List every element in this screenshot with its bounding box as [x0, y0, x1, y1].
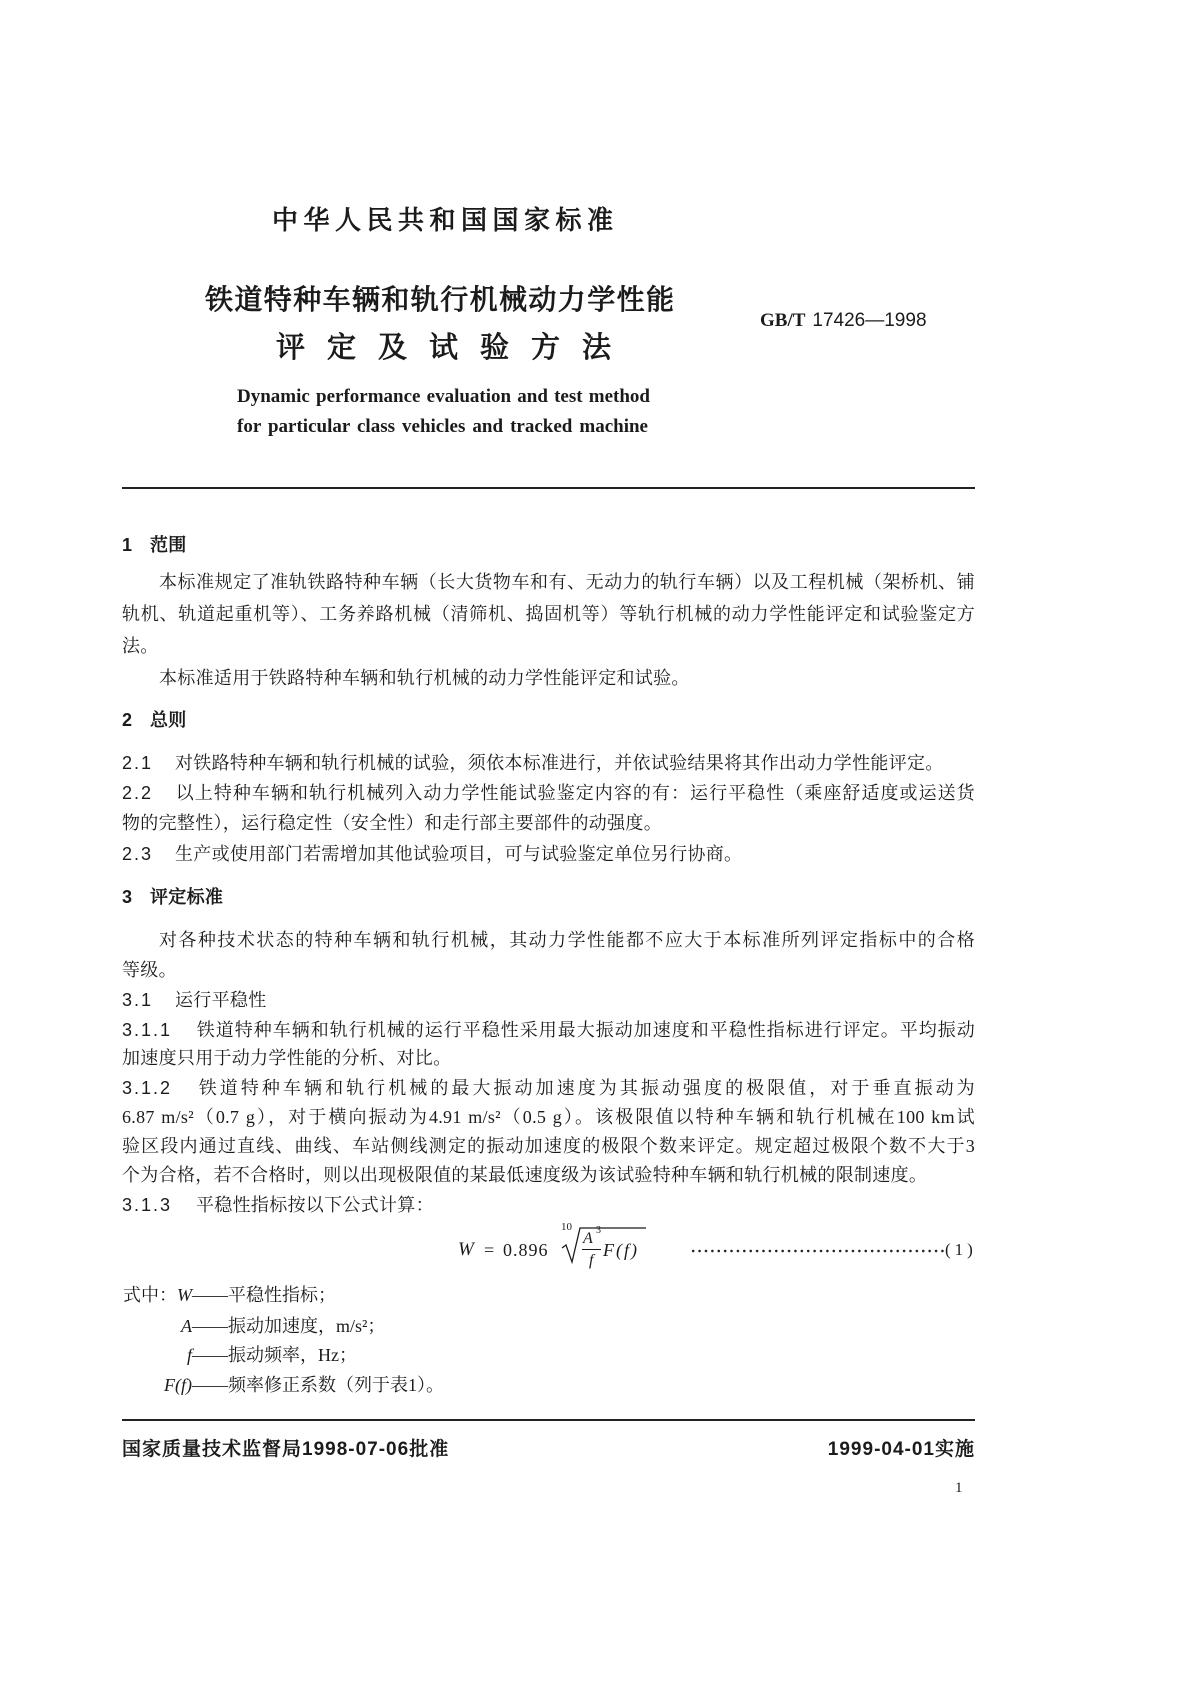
symbol-lead: [122, 1340, 192, 1370]
clause-2-2-line2: 物的完整性），运行稳定性（安全性）和走行部主要部件的动强度。: [122, 813, 662, 833]
symbol-description: ——振动频率，Hz；: [192, 1345, 357, 1365]
symbol-row-ff: [122, 1370, 444, 1400]
clause-3-1-2-line4: 个为合格，若不合格时，则以出现极限值的某最低速度级为该试验特种车辆和轨行机械的限制速度。: [122, 1165, 928, 1185]
formula-lhs: W: [458, 1239, 474, 1260]
symbol-row-a: [122, 1311, 385, 1341]
section-3-heading: [122, 882, 975, 912]
scope-para1-line1: 本标准规定了准轨铁路特种车辆（长大货物车和有、无动力的轨行车辆）以及工程机械（架桥机、铺: [159, 572, 975, 592]
symbol: f: [186, 1345, 192, 1365]
implementation-statement: 1999-04-01实施: [827, 1439, 975, 1460]
standard-code-prefix: GB/T: [760, 310, 806, 331]
clause-2-2: [122, 778, 975, 808]
formula-factor: F(f): [603, 1240, 639, 1260]
scope-para1-line2: 轨机、轨道起重机等）、工务养路机械（清筛机、捣固机等）等轨行机械的动力学性能评定和试验鉴定方: [122, 604, 975, 624]
formula-numerator-base: A: [583, 1230, 593, 1247]
symbol-description: ——振动加速度，m/s²；: [192, 1316, 386, 1336]
subsection-3-1: [122, 985, 975, 1015]
clause-text: 铁道特种车辆和轨行机械的运行平稳性采用最大振动加速度和平稳性指标进行评定。平均振动: [196, 1020, 975, 1040]
clause-2-3: [122, 839, 975, 869]
symbol-lead: [122, 1311, 192, 1341]
clause-number: 2.3: [122, 844, 154, 864]
section-1-heading: [122, 530, 975, 560]
section-number: 2: [122, 710, 133, 730]
formula-equals: =: [484, 1240, 495, 1260]
symbol-row-w: [122, 1280, 336, 1310]
symbol: F(f): [164, 1375, 192, 1395]
section-title: 范围: [150, 535, 187, 555]
formula-numerator-exponent: 3: [596, 1225, 601, 1236]
clause-3-1-2-line3: 验区段内通过直线、曲线、车站侧线测定的振动加速度的极限个数来评定。规定超过极限个数不大于3: [122, 1136, 975, 1156]
symbol: A: [181, 1316, 192, 1336]
fraction-bar: [582, 1249, 601, 1250]
footer-divider: [122, 1419, 975, 1421]
section-2-heading: [122, 705, 975, 735]
symbol: W: [177, 1285, 192, 1305]
equation-number: (1): [945, 1240, 977, 1259]
clause-number: 2.2: [122, 783, 154, 803]
formula-coefficient: 0.896: [503, 1240, 549, 1260]
clause-2-1: [122, 748, 975, 778]
standard-type: 中华人民共和国国家标准: [272, 205, 619, 235]
symbol-description: ——平稳性指标；: [192, 1285, 336, 1305]
clause-text: 铁道特种车辆和轨行机械的最大振动加速度为其振动强度的极限值，对于垂直振动为: [196, 1078, 975, 1098]
symbol-lead: [122, 1370, 192, 1400]
formula-denominator: f: [589, 1252, 594, 1269]
scope-para1-line3: 法。: [122, 636, 159, 656]
subsection-title: 运行平稳性: [175, 990, 267, 1010]
symbol-description: ——频率修正系数（列于表1）。: [192, 1375, 444, 1395]
section-title: 总则: [150, 710, 187, 730]
header-divider: [122, 487, 975, 489]
formula-root-index: 10: [561, 1221, 572, 1233]
clause-3-1-3: [122, 1190, 975, 1220]
clause-3-1-2-line2: 6.87 m/s²（0.7 g），对于横向振动为4.91 m/s²（0.5 g）。该极限值以特种车辆和轨行机械在100 km试: [122, 1107, 975, 1127]
clause-number: 3.1.2: [122, 1078, 173, 1098]
approval-statement: 国家质量技术监督局1998-07-06批准: [122, 1439, 450, 1460]
standard-code: [760, 306, 927, 336]
clause-number: 3.1.3: [122, 1195, 173, 1215]
clause-number: 3.1.1: [122, 1020, 173, 1040]
clause-3-1-1-line2: 加速度只用于动力学性能的分析、对比。: [122, 1048, 452, 1068]
section-number: 3: [122, 887, 133, 907]
subsection-number: 3.1: [122, 990, 154, 1010]
scope-para2: 本标准适用于铁路特种车辆和轨行机械的动力学性能评定和试验。: [159, 668, 690, 688]
section-title: 评定标准: [150, 887, 224, 907]
dotted-leader: [690, 1249, 944, 1253]
clause-text: 平稳性指标按以下公式计算：: [196, 1195, 434, 1215]
clause-number: 2.1: [122, 753, 154, 773]
where-label: 式中：: [123, 1285, 177, 1305]
clause-text: 生产或使用部门若需增加其他试验项目，可与试验鉴定单位另行协商。: [175, 844, 743, 864]
criteria-intro-line2: 等级。: [122, 960, 177, 980]
symbol-lead: [122, 1280, 192, 1310]
title-line-1: 铁道特种车辆和轨行机械动力学性能: [205, 284, 676, 315]
clause-text: 以上特种车辆和轨行机械列入动力学性能试验鉴定内容的有：运行平稳性（乘座舒适度或运送货: [175, 783, 975, 803]
title-line-2: 评定及试验方法: [276, 332, 634, 364]
page-number: 1: [955, 1480, 963, 1496]
english-title-line-2: for particular class vehicles and tracked machine: [237, 416, 648, 437]
clause-text: 对铁路特种车辆和轨行机械的试验，须依本标准进行，并依试验结果将其作出动力学性能评定。: [175, 753, 944, 773]
clause-3-1-2: [122, 1073, 975, 1103]
section-number: 1: [122, 535, 133, 555]
criteria-intro-line1: 对各种技术状态的特种车辆和轨行机械，其动力学性能都不应大于本标准所列评定指标中的合格: [159, 930, 975, 950]
symbol-row-f: [122, 1340, 357, 1370]
clause-3-1-1: [122, 1015, 975, 1045]
standard-code-number: 17426—1998: [812, 310, 927, 331]
english-title-line-1: Dynamic performance evaluation and test method: [237, 386, 650, 407]
